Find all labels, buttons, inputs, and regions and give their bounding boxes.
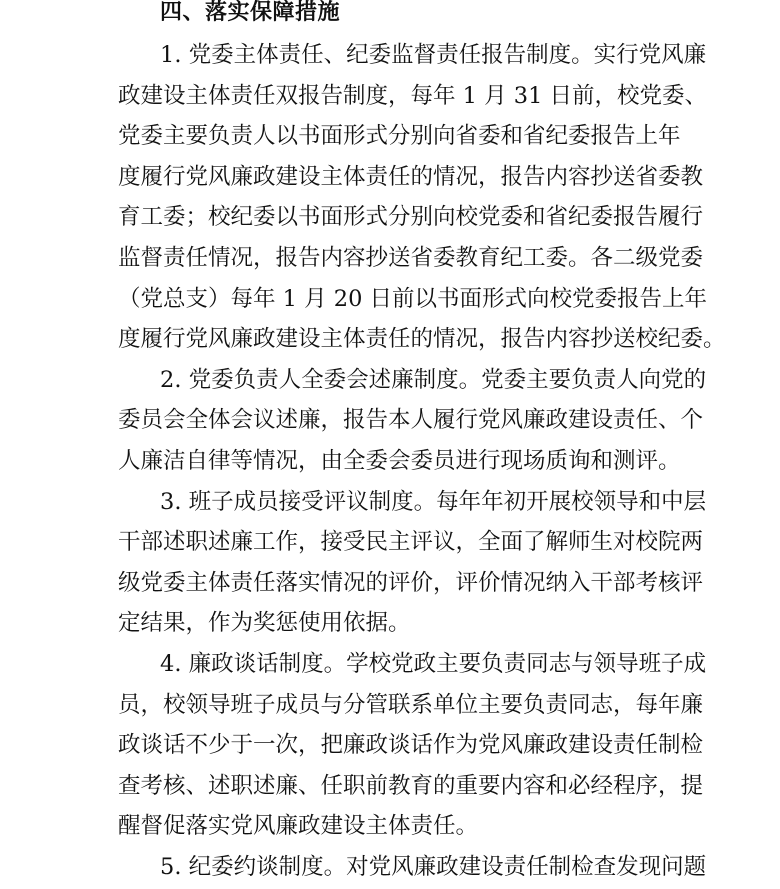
paragraph-1-line-2: 政建设主体责任双报告制度，每年 1 月 31 日前，校党委、 (118, 83, 708, 109)
section-heading: 四、落实保障措施 (160, 0, 341, 25)
paragraph-3-line-1: 3. 班子成员接受评议制度。每年年初开展校领导和中层 (160, 489, 707, 515)
paragraph-4-line-1: 4. 廉政谈话制度。学校党政主要负责同志与领导班子成 (160, 651, 707, 677)
paragraph-1-line-1: 1. 党委主体责任、纪委监督责任报告制度。实行党风廉 (160, 42, 707, 68)
paragraph-2-line-3: 人廉洁自律等情况，由全委会委员进行现场质询和测评。 (118, 448, 681, 474)
paragraph-5-line-1: 5. 纪委约谈制度。对党风廉政建设责任制检查发现问题 (160, 854, 707, 880)
paragraph-2-line-2: 委员会全体会议述廉，报告本人履行党风廉政建设责任、个 (118, 407, 704, 433)
paragraph-1-line-5: 育工委；校纪委以书面形式分别向校党委和省纪委报告履行 (118, 204, 704, 230)
paragraph-1-line-8: 度履行党风廉政建设主体责任的情况，报告内容抄送校纪委。 (118, 326, 726, 352)
paragraph-1-line-3: 党委主要负责人以书面形式分别向省委和省纪委报告上年 (118, 123, 681, 149)
paragraph-1-line-7: （党总支）每年 1 月 20 日前以书面形式向校党委报告上年 (118, 286, 708, 312)
paragraph-3-line-3: 级党委主体责任落实情况的评价，评价情况纳入干部考核评 (118, 570, 704, 596)
paragraph-1-line-6: 监督责任情况，报告内容抄送省委教育纪工委。各二级党委 (118, 245, 704, 271)
paragraph-3-line-2: 干部述职述廉工作，接受民主评议，全面了解师生对校院两 (118, 529, 704, 555)
paragraph-1-line-4: 度履行党风廉政建设主体责任的情况，报告内容抄送省委教 (118, 164, 704, 190)
paragraph-3-line-4: 定结果，作为奖惩使用依据。 (118, 610, 411, 636)
paragraph-4-line-4: 查考核、述职述廉、任职前教育的重要内容和必经程序，提 (118, 773, 704, 799)
paragraph-4-line-2: 员，校领导班子成员与分管联系单位主要负责同志，每年廉 (118, 692, 704, 718)
paragraph-4-line-5: 醒督促落实党风廉政建设主体责任。 (118, 813, 479, 839)
paragraph-2-line-1: 2. 党委负责人全委会述廉制度。党委主要负责人向党的 (160, 367, 707, 393)
paragraph-4-line-3: 政谈话不少于一次，把廉政谈话作为党风廉政建设责任制检 (118, 732, 704, 758)
